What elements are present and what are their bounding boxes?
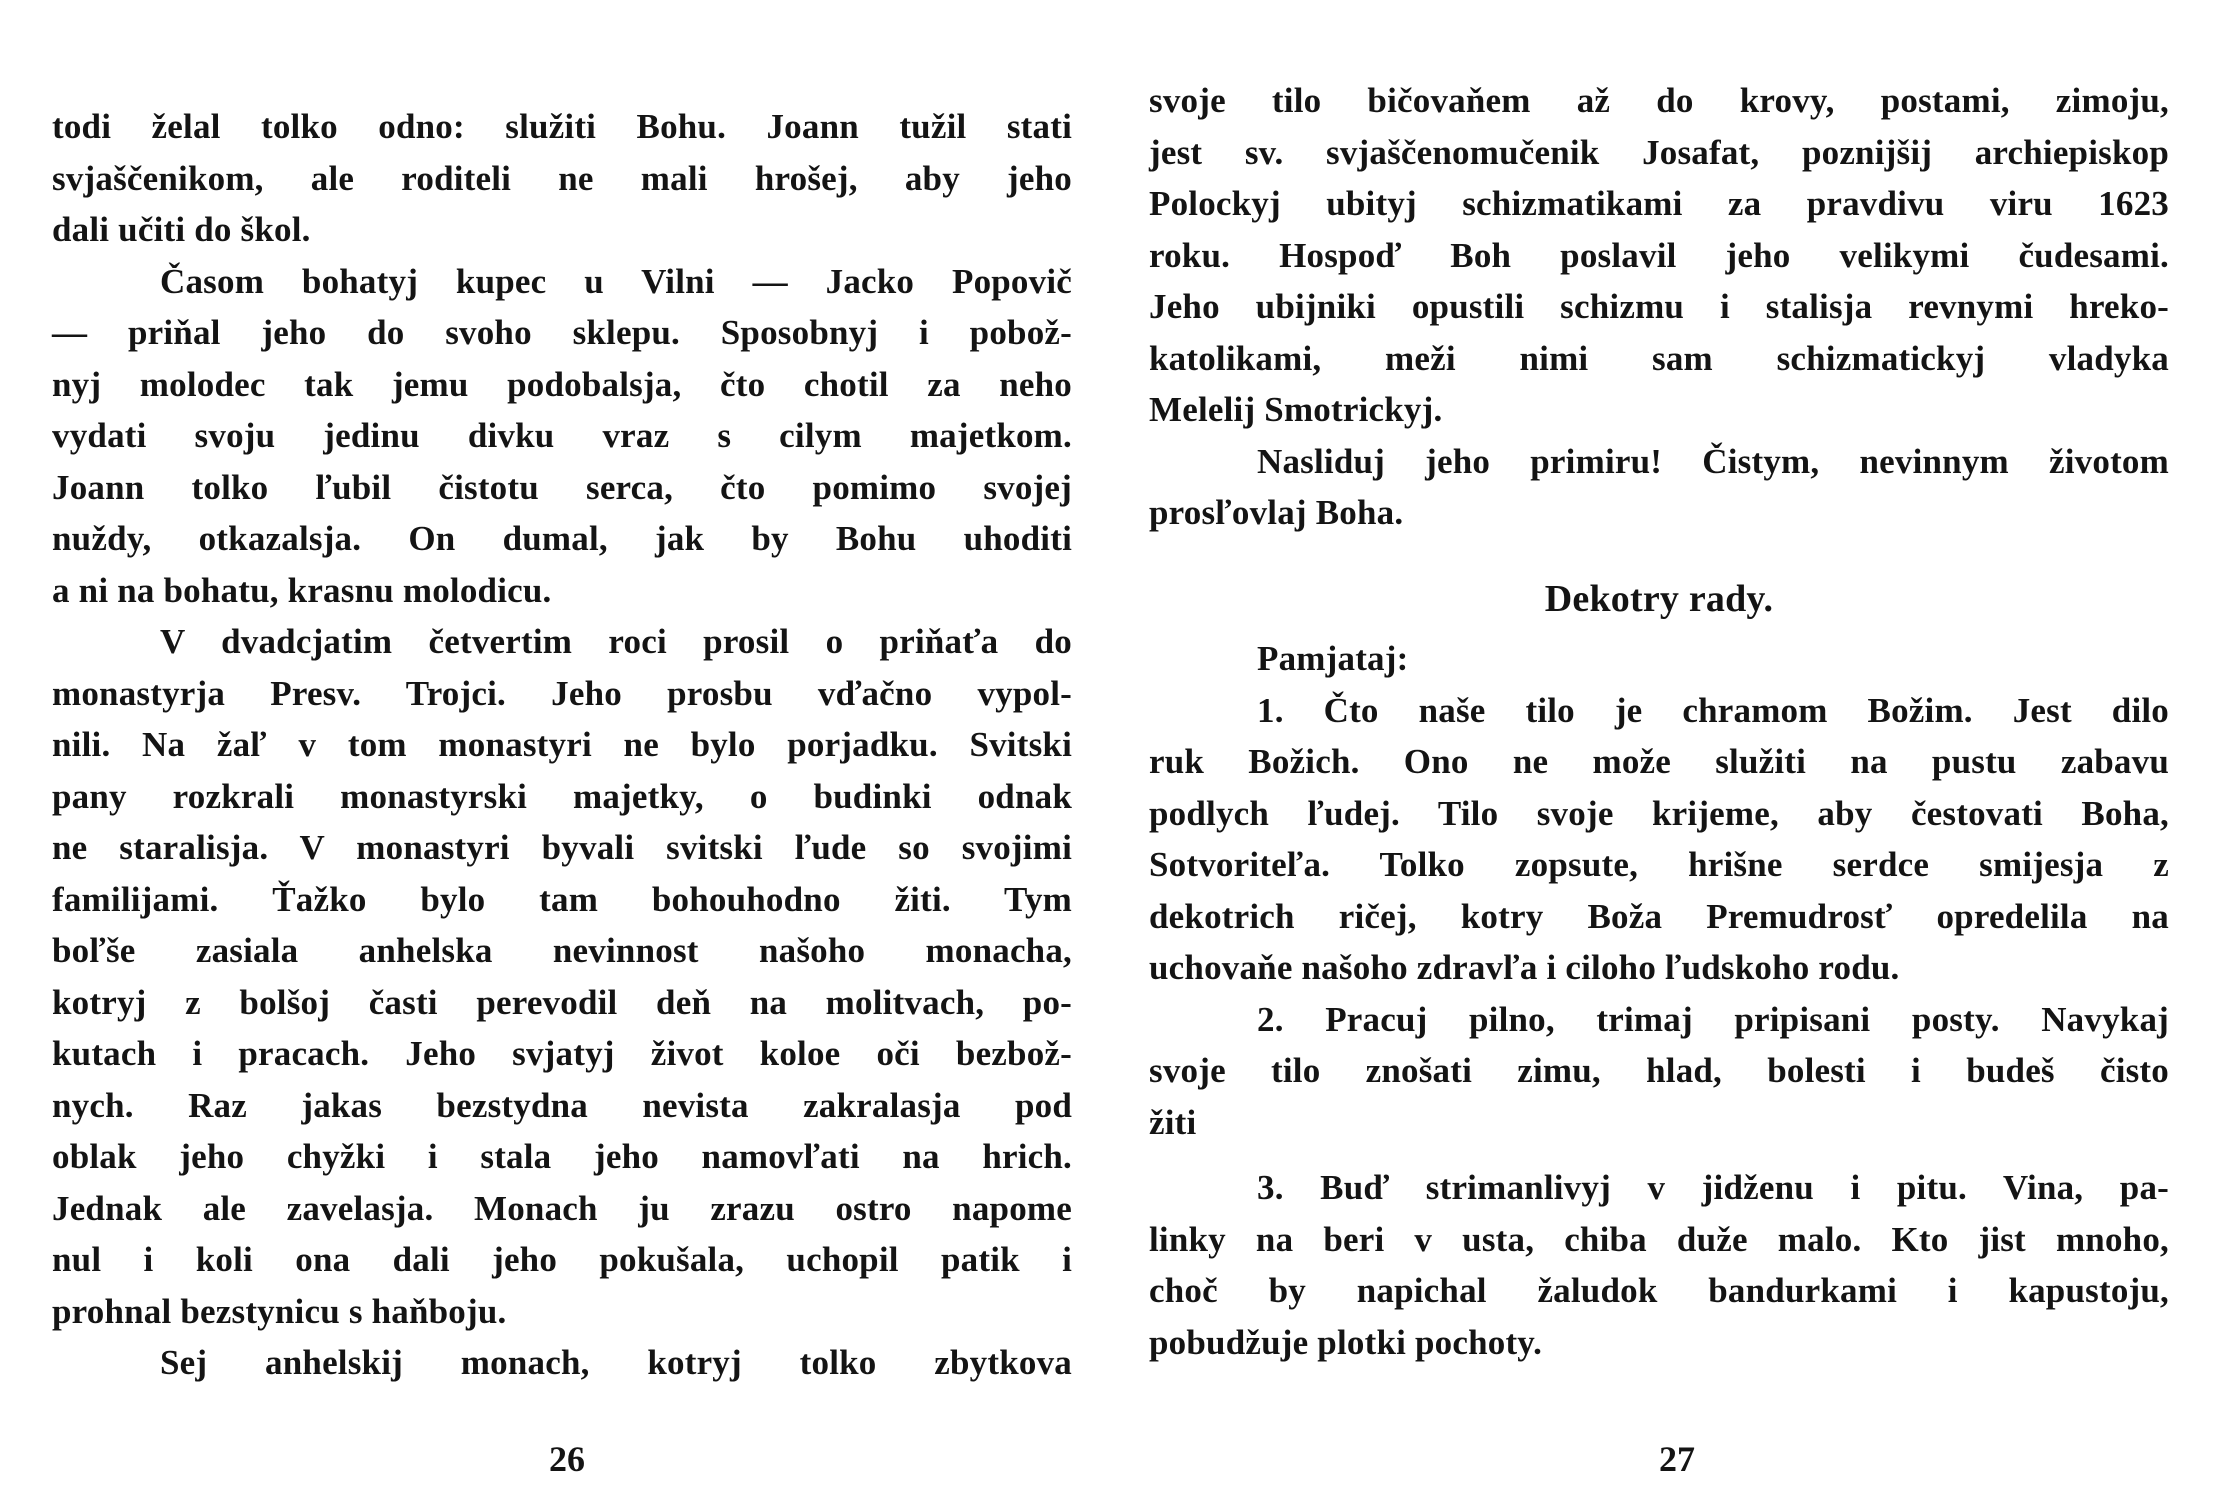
text-line: roku. Hospoď Boh poslavil jeho velikymi čudesami. xyxy=(1149,235,2169,275)
text-line: Polockyj ubityj schizmatikami za pravdivu viru 1623 xyxy=(1149,184,2169,223)
text-line: Sotvoriteľa. Tolko zopsute, hrišne serdce smijesja z xyxy=(1149,845,2169,884)
text-line: V dvadcjatim četvertim roci prosil o priňaťa do xyxy=(160,622,1072,661)
text-line: Nasliduj jeho primiru! Čistym, nevinnym životom xyxy=(1257,441,2169,481)
page-number: 26 xyxy=(549,1439,585,1479)
right-page xyxy=(1109,0,2218,1500)
text-line: dali učiti do škol. xyxy=(52,210,311,249)
text-line: Sej anhelskij monach, kotryj tolko zbytkova xyxy=(160,1343,1072,1382)
text-line: prohnal bezstynicu s haňboju. xyxy=(52,1291,507,1331)
page-number: 27 xyxy=(1659,1439,1695,1479)
text-line: Jednak ale zavelasja. Monach ju zrazu ostro napome xyxy=(52,1188,1072,1228)
text-line: oblak jeho chyžki i stala jeho namovľati na hrich. xyxy=(52,1137,1072,1176)
text-line: nuždy, otkazalsja. On dumal, jak by Bohu uhoditi xyxy=(52,519,1072,558)
left-page-text xyxy=(52,101,1072,1389)
text-line: svjaščenikom, ale roditeli ne mali hrošej, aby jeho xyxy=(52,158,1072,198)
text-line: katolikami, meži nimi sam schizmatickyj vladyka xyxy=(1149,338,2169,378)
text-line: podlych ľudej. Tilo svoje krijeme, aby čestovati Boha, xyxy=(1149,793,2169,833)
heading-spacer xyxy=(1149,539,2169,574)
text-line: Pamjataj: xyxy=(1257,639,1409,678)
section-heading: Dekotry rady. xyxy=(1544,577,1774,620)
text-line: a ni na bohatu, krasnu molodicu. xyxy=(52,570,552,610)
right-page-text xyxy=(1149,75,2169,1368)
text-line: todi želal tolko odno: služiti Bohu. Joann tužil stati xyxy=(52,107,1072,146)
text-line: pobudžuje plotki pochoty. xyxy=(1149,1322,1543,1362)
text-line: monastyrja Presv. Trojci. Jeho prosbu vďačno vypol- xyxy=(52,673,1072,713)
text-line: žiti xyxy=(1149,1102,1197,1142)
text-line: familijami. Ťažko bylo tam bohouhodno žiti. Tym xyxy=(52,879,1072,919)
text-line: Melelij Smotrickyj. xyxy=(1149,390,1443,429)
text-line: kutach i pracach. Jeho svjatyj život koloe oči bezbož- xyxy=(52,1034,1072,1073)
text-line: Joann tolko ľubil čistotu serca, čto pomimo svojej xyxy=(52,467,1072,507)
text-line: Časom bohatyj kupec u Vilni — Jacko Popovič xyxy=(160,261,1072,301)
text-line: nili. Na žaľ v tom monastyri ne bylo porjadku. Svitski xyxy=(52,725,1072,764)
text-line: nul i koli ona dali jeho pokušala, uchopil patik i xyxy=(52,1240,1072,1279)
text-line: boľše zasiala anhelska nevinnost našoho monacha, xyxy=(52,931,1072,970)
text-line: 1. Čto naše tilo je chramom Božim. Jest dilo xyxy=(1257,690,2169,730)
text-line: choč by napichal žaludok bandurkami i kapustoju, xyxy=(1149,1271,2169,1310)
text-line: nyj molodec tak jemu podobalsja, čto chotil za neho xyxy=(52,364,1072,404)
text-line: ne staralisja. V monastyri byvali svitski ľude so svojimi xyxy=(52,828,1072,867)
text-line: dekotrich ričej, kotry Boža Premudrosť opredelila na xyxy=(1149,896,2169,936)
text-line: kotryj z bolšoj časti perevodil deň na molitvach, po- xyxy=(52,982,1072,1022)
text-line: uchovaňe našoho zdravľa i ciloho ľudskoho rodu. xyxy=(1149,948,1900,987)
text-line: nych. Raz jakas bezstydna nevista zakralasja pod xyxy=(52,1085,1072,1125)
text-line: svoje tilo znošati zimu, hlad, bolesti i budeš čisto xyxy=(1149,1051,2169,1090)
text-line: jest sv. svjaščenomučenik Josafat, poznijšij archiepiskop xyxy=(1149,132,2169,172)
text-line: linky na beri v usta, chiba duže malo. Kto jist mnoho, xyxy=(1149,1219,2169,1259)
text-line: pany rozkrali monastyrski majetky, o budinki odnak xyxy=(52,776,1072,816)
text-line: svoje tilo bičovaňem až do krovy, postami, zimoju, xyxy=(1149,81,2169,120)
text-line: vydati svoju jedinu divku vraz s cilym majetkom. xyxy=(52,416,1072,455)
text-line: ruk Božich. Ono ne može služiti na pustu zabavu xyxy=(1149,742,2169,781)
paragraph-spacer xyxy=(1149,1148,2169,1162)
text-line: 2. Pracuj pilno, trimaj pripisani posty. Navykaj xyxy=(1257,999,2169,1039)
text-line: Jeho ubijniki opustili schizmu i stalisja revnymi hreko- xyxy=(1149,287,2169,326)
text-line: 3. Buď strimanlivyj v jidženu i pitu. Vina, pa- xyxy=(1257,1168,2169,1207)
heading-spacer xyxy=(1149,625,2169,633)
text-line: prosľovlaj Boha. xyxy=(1149,493,1404,532)
text-line: — priňal jeho do svoho sklepu. Sposobnyj i pobož- xyxy=(52,313,1072,352)
